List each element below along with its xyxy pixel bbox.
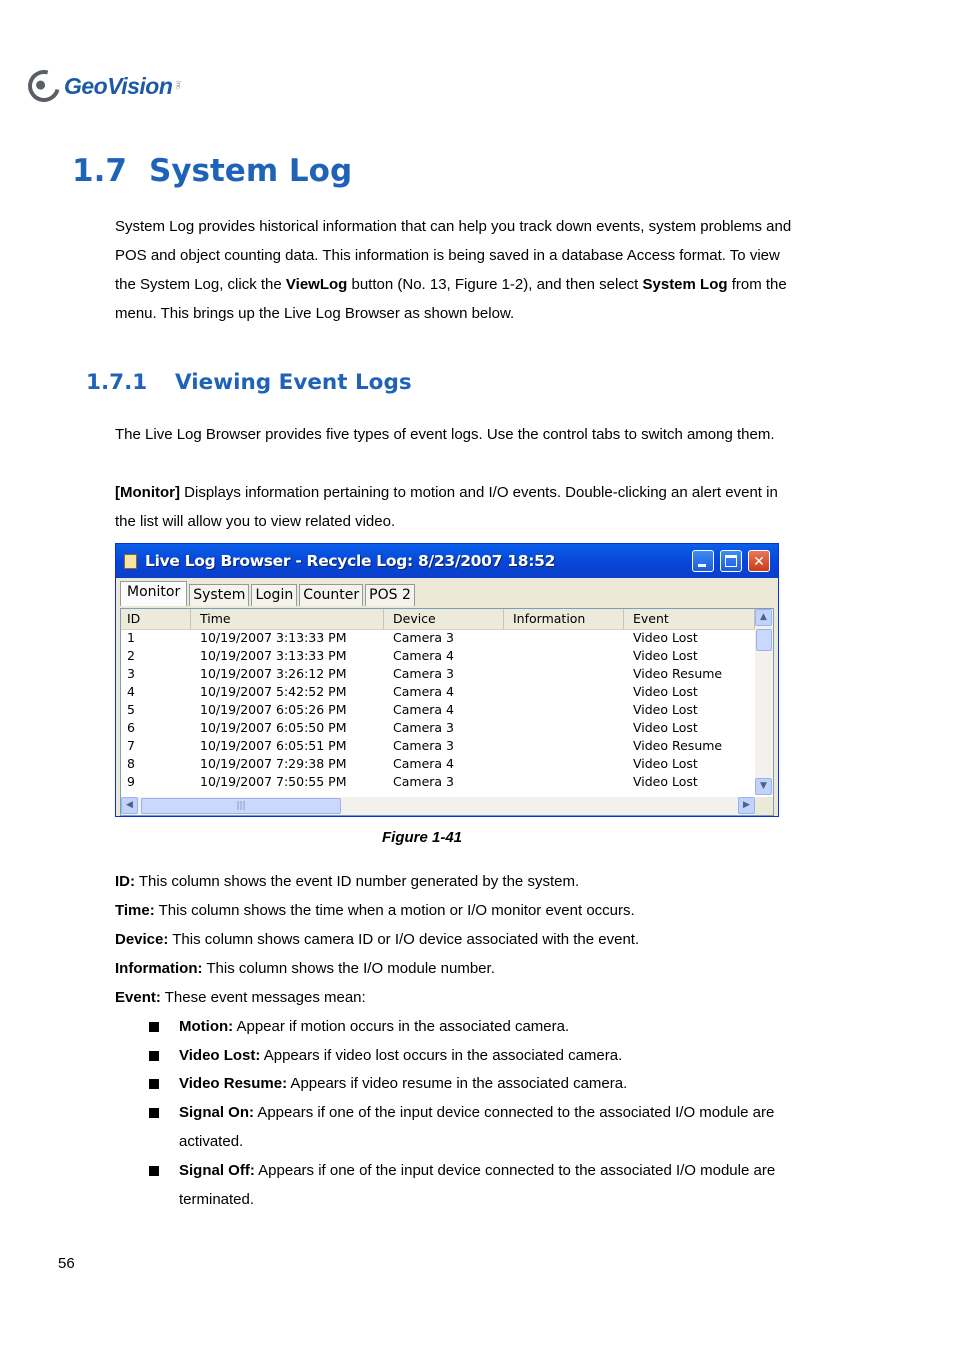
row-id: 6 <box>127 720 135 735</box>
row-event: Video Lost <box>633 756 698 771</box>
definition-text: This column shows the event ID number generated by the system. <box>135 873 580 890</box>
column-header-time[interactable]: Time <box>191 609 384 629</box>
row-event: Video Lost <box>633 774 698 789</box>
intro-paragraph <box>115 212 845 328</box>
row-device: Camera 3 <box>393 774 454 789</box>
row-id: 1 <box>127 630 135 645</box>
section-heading <box>72 153 352 189</box>
browser-intro: The Live Log Browser provides five types of event logs. Use the control tabs to switch among them. <box>115 426 775 443</box>
tab-counter[interactable]: Counter <box>299 584 363 606</box>
subsection-heading <box>86 370 412 395</box>
bullet-term: Video Resume: <box>179 1075 288 1092</box>
row-device: Camera 3 <box>393 720 454 735</box>
resize-grip-icon[interactable] <box>755 797 773 815</box>
bullet-term: Signal On: <box>179 1104 254 1121</box>
row-id: 5 <box>127 702 135 717</box>
row-time: 10/19/2007 3:13:33 PM <box>200 630 347 645</box>
row-device: Camera 3 <box>393 666 454 681</box>
bullet-square-icon <box>149 1079 159 1089</box>
row-time: 10/19/2007 6:05:50 PM <box>200 720 347 735</box>
column-header-information[interactable]: Information <box>504 609 624 629</box>
row-id: 2 <box>127 648 135 663</box>
row-time: 10/19/2007 7:50:55 PM <box>200 774 347 789</box>
intro-line-1: System Log provides historical information that can help you track down events, system problems and <box>115 218 792 235</box>
intro-line-3e: from the <box>727 276 787 293</box>
event-log-list[interactable] <box>120 608 774 816</box>
bullet-description: Appear if motion occurs in the associated camera. <box>233 1018 570 1035</box>
intro-line-3c: button (No. 13, Figure 1-2), and then select <box>347 276 643 293</box>
table-row[interactable] <box>121 665 755 683</box>
row-information <box>504 701 624 719</box>
bullet-square-icon <box>149 1166 159 1176</box>
definition-text: This column shows the I/O module number. <box>202 960 495 977</box>
row-event: Video Lost <box>633 702 698 717</box>
bullet-description: Appears if one of the input device connected to the associated I/O module are terminated. <box>179 1162 776 1208</box>
bullet-term: Video Lost: <box>179 1047 261 1064</box>
row-id: 3 <box>127 666 135 681</box>
vertical-scrollbar[interactable] <box>755 609 773 795</box>
row-id: 9 <box>127 774 135 789</box>
scroll-down-icon[interactable]: ▼ <box>755 778 772 795</box>
tab-login[interactable]: Login <box>251 584 297 606</box>
table-row[interactable] <box>121 629 755 647</box>
row-device: Camera 3 <box>393 738 454 753</box>
bullet-square-icon <box>149 1022 159 1032</box>
tab-system[interactable]: System <box>189 584 249 606</box>
subsection-number: 1.7.1 <box>86 370 148 395</box>
row-event: Video Lost <box>633 720 698 735</box>
table-row[interactable] <box>121 647 755 665</box>
row-information <box>504 665 624 683</box>
table-row[interactable] <box>121 755 755 773</box>
bullet-text <box>179 1012 829 1041</box>
maximize-icon <box>725 555 737 567</box>
scroll-up-icon[interactable]: ▲ <box>755 609 772 626</box>
monitor-label: [Monitor] <box>115 484 180 501</box>
scroll-right-icon[interactable]: ▶ <box>738 797 755 814</box>
row-time: 10/19/2007 6:05:51 PM <box>200 738 347 753</box>
definition-item <box>115 872 579 892</box>
row-time: 10/19/2007 3:13:33 PM <box>200 648 347 663</box>
row-information <box>504 755 624 773</box>
row-information <box>504 719 624 737</box>
row-information <box>504 773 624 791</box>
column-header-id[interactable]: ID <box>121 609 191 629</box>
bullet-term: Signal Off: <box>179 1162 255 1179</box>
subsection-title: Viewing Event Logs <box>175 370 412 395</box>
bullet-text <box>179 1156 829 1214</box>
definition-text: This column shows the time when a motion or I/O monitor event occurs. <box>154 902 635 919</box>
definition-text: These event messages mean: <box>160 989 366 1006</box>
tab-pos-2[interactable]: POS 2 <box>365 584 415 606</box>
row-id: 4 <box>127 684 135 699</box>
bullet-term: Motion: <box>179 1018 234 1035</box>
table-row[interactable] <box>121 683 755 701</box>
window-title: Live Log Browser - Recycle Log: 8/23/2007 18:52 <box>145 552 556 570</box>
monitor-line-2: the list will allow you to view related video. <box>115 513 396 530</box>
tab-monitor[interactable]: Monitor <box>120 581 187 606</box>
definition-term: Information: <box>115 960 203 977</box>
row-device: Camera 4 <box>393 648 454 663</box>
row-information <box>504 629 624 647</box>
system-log-term: System Log <box>642 276 728 293</box>
definition-term: Device: <box>115 931 169 948</box>
definition-term: Time: <box>115 902 155 919</box>
definition-item <box>115 988 366 1008</box>
bullet-square-icon <box>149 1051 159 1061</box>
row-time: 10/19/2007 6:05:26 PM <box>200 702 347 717</box>
intro-line-4: menu. This brings up the Live Log Browser as shown below. <box>115 305 515 322</box>
definition-item <box>115 901 635 921</box>
section-title: System Log <box>149 153 353 189</box>
row-device: Camera 4 <box>393 756 454 771</box>
row-event: Video Lost <box>633 630 698 645</box>
row-event: Video Resume <box>633 738 723 753</box>
row-device: Camera 4 <box>393 702 454 717</box>
row-time: 10/19/2007 5:42:52 PM <box>200 684 347 699</box>
maximize-button[interactable] <box>720 550 742 572</box>
bullet-description: Appears if video lost occurs in the associated camera. <box>260 1047 623 1064</box>
table-row[interactable] <box>121 719 755 737</box>
intro-line-2: POS and object counting data. This information is being saved in a database Access format. To view <box>115 247 780 264</box>
bullet-text <box>179 1069 829 1098</box>
table-row[interactable] <box>121 737 755 755</box>
live-log-browser-window <box>115 543 779 817</box>
minimize-button[interactable] <box>692 550 714 572</box>
viewlog-term: ViewLog <box>285 276 348 293</box>
bullet-square-icon <box>149 1108 159 1118</box>
minimize-icon <box>698 564 706 567</box>
section-number: 1.7 <box>72 153 127 189</box>
monitor-line-1: Displays information pertaining to motion and I/O events. Double-clicking an alert event in <box>179 484 778 501</box>
row-event: Video Lost <box>633 648 698 663</box>
close-icon: ✕ <box>753 553 765 569</box>
logo-text: GeoVision <box>64 72 173 99</box>
bullet-description: Appears if one of the input device connected to the associated I/O module are activated. <box>179 1104 775 1150</box>
bullet-text <box>179 1098 829 1156</box>
column-header-event[interactable]: Event <box>624 609 755 629</box>
title-bar[interactable] <box>116 544 778 578</box>
row-time: 10/19/2007 3:26:12 PM <box>200 666 347 681</box>
table-row[interactable] <box>121 701 755 719</box>
definition-term: ID: <box>115 873 135 890</box>
row-event: Video Lost <box>633 684 698 699</box>
figure-caption: Figure 1-41 <box>381 829 463 846</box>
row-information <box>504 683 624 701</box>
row-time: 10/19/2007 7:29:38 PM <box>200 756 347 771</box>
definition-text: This column shows camera ID or I/O device associated with the event. <box>168 931 640 948</box>
definition-item <box>115 959 495 979</box>
row-device: Camera 4 <box>393 684 454 699</box>
definition-term: Event: <box>115 989 161 1006</box>
log-tabs <box>120 581 417 605</box>
bullet-text <box>179 1041 829 1070</box>
bullet-description: Appears if video resume in the associated camera. <box>287 1075 628 1092</box>
column-header-device[interactable]: Device <box>384 609 504 629</box>
logo-trademark: Inc. <box>174 81 181 91</box>
table-row[interactable] <box>121 773 755 791</box>
scroll-left-icon[interactable]: ◀ <box>121 797 138 814</box>
list-header <box>121 609 755 630</box>
page-number: 56 <box>58 1255 75 1272</box>
clipboard-icon <box>124 554 137 569</box>
intro-line-3a: the System Log, click the <box>115 276 286 293</box>
row-information <box>504 647 624 665</box>
close-button[interactable] <box>748 550 770 572</box>
monitor-paragraph <box>115 478 845 536</box>
row-information <box>504 737 624 755</box>
horizontal-scroll-thumb[interactable]: ||| <box>141 798 341 814</box>
row-id: 7 <box>127 738 135 753</box>
row-event: Video Resume <box>633 666 723 681</box>
geovision-logo-icon <box>22 64 66 108</box>
horizontal-scrollbar[interactable] <box>121 797 755 815</box>
geovision-logo <box>28 68 180 104</box>
vertical-scroll-thumb[interactable] <box>756 629 772 651</box>
row-id: 8 <box>127 756 135 771</box>
definition-item <box>115 930 639 950</box>
row-device: Camera 3 <box>393 630 454 645</box>
